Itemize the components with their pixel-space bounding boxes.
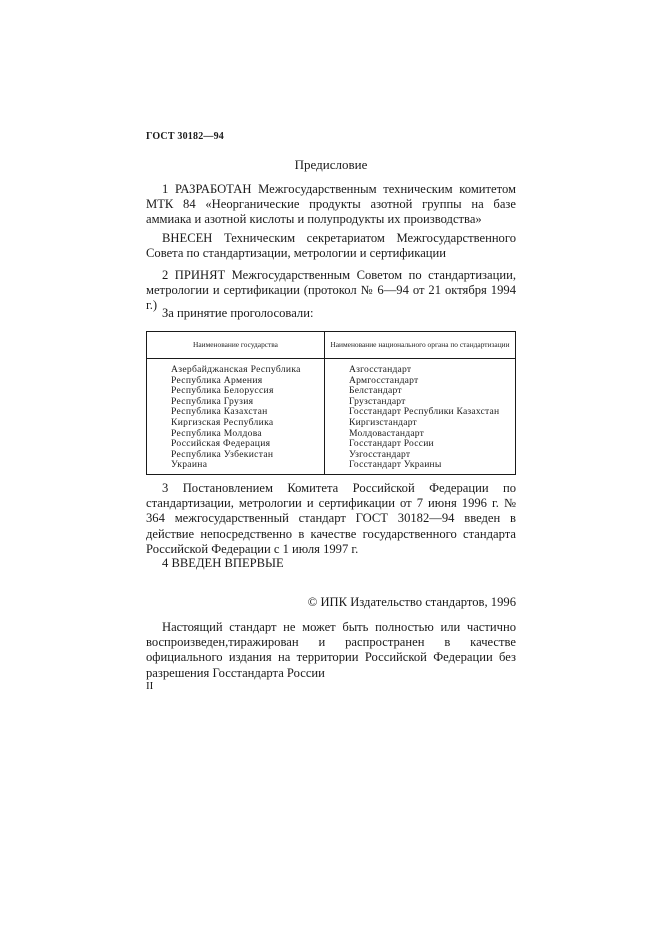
copyright-line: © ИПК Издательство стандартов, 1996 [307,595,516,609]
standards-body-name: Госстандарт России [325,439,516,450]
table-row [147,460,516,474]
page-number: II [146,680,154,692]
submitted-paragraph: ВНЕСЕН Техническим секретариатом Межгосударственного Совета по стандартизации, метрологии и сертификации [146,231,516,261]
voting-states-table [146,331,516,475]
developed-paragraph: 1 РАЗРАБОТАН Межгосударственным техническим комитетом МТК 84 «Неорганические продукты азотной группы на базе аммиака и азотной кислоты и полупродукты их производства» [146,182,516,227]
state-name: Республика Белоруссия [147,386,325,397]
decree-paragraph: 3 Постановлением Комитета Российской Федерации по стандартизации, метрологии и сертификации от 7 июня 1996 г. № 364 межгосударственный стандарт ГОСТ 30182—94 введен в действие непосредственно в качестве государственного стандарта Российской Федерации с 1 июля 1997 г. [146,481,516,556]
standards-body-name: Грузстандарт [325,397,516,408]
document-code: ГОСТ 30182—94 [146,131,225,142]
table-header-row [147,332,516,359]
state-name: Республика Грузия [147,397,325,408]
standards-body-name: Азгосстандарт [325,359,516,376]
state-name: Российская Федерация [147,439,325,450]
header-body: Наименование национального органа по стандартизации [325,332,516,359]
header-state: Наименование государства [147,332,325,359]
state-name: Украина [147,460,325,474]
state-name: Азербайджанская Республика [147,359,325,376]
standards-body-name: Белстандарт [325,386,516,397]
standards-body-name: Госстандарт Республики Казахстан [325,407,516,418]
standards-body-name: Госстандарт Украины [325,460,516,474]
table-row [147,418,516,429]
preface-heading: Предисловие [294,157,368,172]
reproduction-notice: Настоящий стандарт не может быть полностью или частично воспроизведен,тиражирован и распространен в качестве официального издания на территории Российской Федерации без разрешения Госстандарта России [146,620,516,680]
standards-body-name: Киргизстандарт [325,418,516,429]
state-name: Республика Армения [147,376,325,387]
standards-body-name: Узгосстандарт [325,450,516,461]
first-time-paragraph: 4 ВВЕДЕН ВПЕРВЫЕ [162,556,284,570]
standards-body-name: Армгосстандарт [325,376,516,387]
state-name: Киргизская Республика [147,418,325,429]
state-name: Республика Казахстан [147,407,325,418]
table-body [147,359,516,475]
state-name: Республика Молдова [147,429,325,440]
voted-intro: За принятие проголосовали: [162,306,314,320]
accepted-paragraph: 2 ПРИНЯТ Межгосударственным Советом по стандартизации, метрологии и сертификации (протокол № 6—94 от 21 октября 1994 г.) [146,268,516,313]
table-row [147,359,516,376]
standards-body-name: Молдовастандарт [325,429,516,440]
state-name: Республика Узбекистан [147,450,325,461]
